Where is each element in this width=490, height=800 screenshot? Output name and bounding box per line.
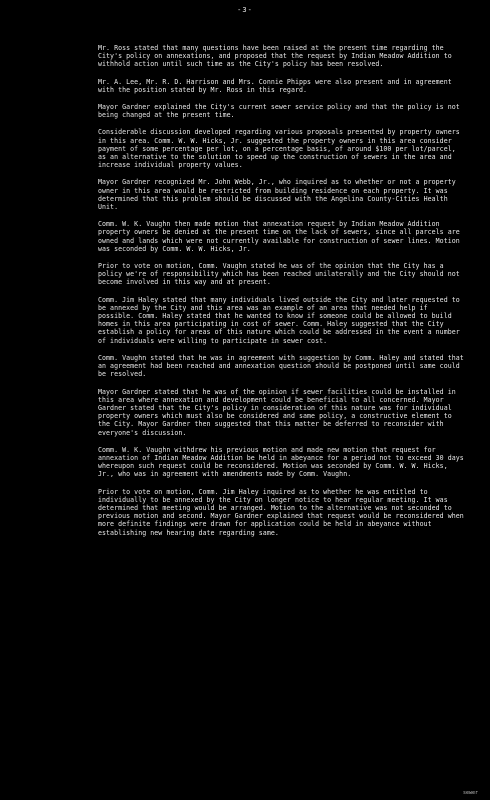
paragraph: Comm. Vaughn stated that he was in agreement with suggestion by Comm. Haley and stated that an agreement had been reached and annexation question should be postponed until same could be resolved. (98, 353, 468, 379)
paragraph: Comm. Jim Haley stated that many individuals lived outside the City and later requested to be annexed by the City and this area was an example of an area that needed help if possible. Comm. Haley stated that he wanted to know if someone could be allowed to build homes in this area participating in cost of sewer. Comm. Haley suggested that the City establish a policy for areas of this nature which could be addressed in the event a number of individuals were willing to participate in sewer cost. (98, 295, 464, 345)
paragraph: Considerable discussion developed regarding various proposals presented by property owners in this area. Comm. W. W. Hicks, Jr. suggested the property owners in this area consider payment of some percentage per lot, on a percentage basis, of around $100 per lot/parcel, as an alternative to the solution to speed up the construction of sewers in the area and increase individual property values. (98, 128, 464, 170)
paragraph: Comm. W. K. Vaughn then made motion that annexation request by Indian Meadow Addition property owners be denied at the present time on the lack of sewers, since all parcels are owned and lands which were not currently available for construction of sewer lines. Motion was seconded by Comm. W. W. Hicks, Jr. (98, 220, 464, 253)
paragraph: Mayor Gardner explained the City's current sewer service policy and that the policy is not being changed at the present time. (98, 103, 464, 120)
paragraph: Prior to vote on motion, Comm. Jim Haley inquired as to whether he was entitled to individually to be annexed by the City on longer notice to hear regular meeting. It was determined that meeting would be arranged. Motion to the alternative was not seconded to previous motion and second. Mayor Gardner explained that request would be reconsidered when more definite findings were drawn for application could be held in abeyance without establishing new hearing date regarding same. (98, 487, 468, 537)
paragraph: Comm. W. K. Vaughn withdrew his previous motion and made new motion that request for annexation of Indian Meadow Addition be held in abeyance for a period not to exceed 30 days whereupon such request could be reconsidered. Motion was seconded by Comm. W. W. Hicks, Jr., who was in agreement with amendments made by Comm. Vaughn. (98, 445, 468, 479)
corner-mark: sewer (462, 790, 478, 796)
paragraph: Mayor Gardner stated that he was of the opinion if sewer facilities could be installed in this area where annexation and development could be beneficial to all concerned. Mayor Gardner stated that the City's policy in consideration of this nature was for individual property owners which must also be considered and same policy, a constructive element to the City. Mayor Gardner then suggested that this matter be deferred to reconsider with everyone's discussion. (98, 387, 460, 437)
paragraph: Mr. A. Lee, Mr. R. D. Harrison and Mrs. Connie Phipps were also present and in agreement with the position stated by Mr. Ross in this regard. (98, 77, 456, 94)
paragraph: Mr. Ross stated that many questions have been raised at the present time regarding the City's policy on annexations, and proposed that the request by Indian Meadow Addition to withhold action until such time as the City's policy has been resolved. (98, 44, 456, 69)
minutes-body (98, 44, 468, 546)
paragraph: Prior to vote on motion, Comm. Vaughn stated he was of the opinion that the City has a policy we're of responsibility which has been reached unilaterally and the City should not become involved in this way and at present. (98, 262, 464, 287)
page-number: -3- (237, 6, 253, 14)
paragraph: Mayor Gardner recognized Mr. John Webb, Jr., who inquired as to whether or not a property owner in this area would be restricted from building residence on each property. It was determined that this problem should be discussed with the Angelina County-Cities Health Unit. (98, 178, 460, 212)
